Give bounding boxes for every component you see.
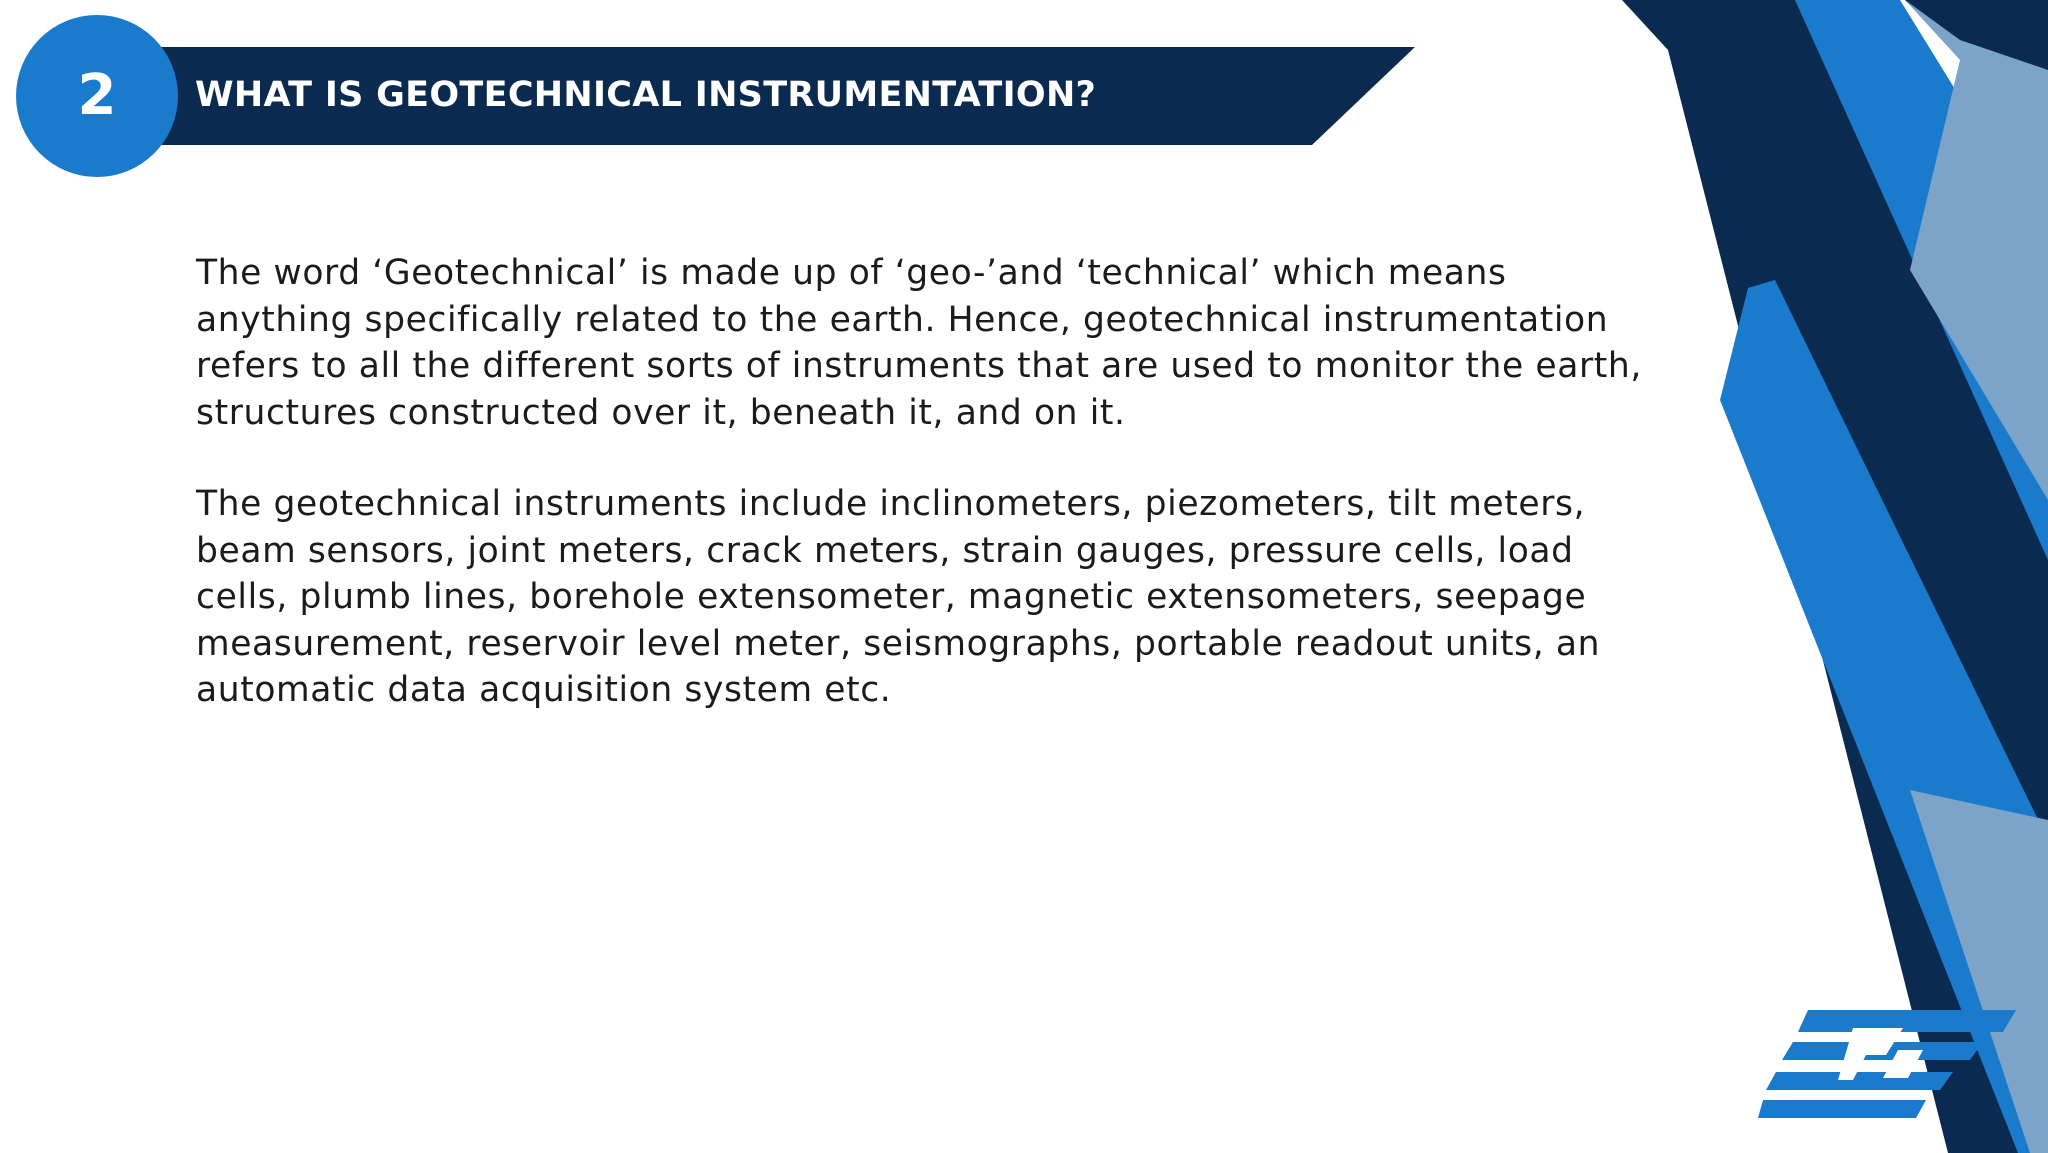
paragraph-instruments: The geotechnical instruments include inclinometers, piezometers, tilt meters, beam sensors, joint meters, crack meters, strain gauges, pressure cells, load cells, plumb lines, borehole extensometer, magnetic extensometers, seepage measurement, reservoir level meter, seismographs, portable readout units, an automatic data acquisition system etc.: [196, 484, 1601, 710]
paragraph-definition: The word ‘Geotechnical’ is made up of ‘geo-’and ‘technical’ which means anything specifically related to the earth. Hence, geotechnical instrumentation refers to all the different sorts of instruments that are used to monitor the earth, structures constructed over it, beneath it, and on it.: [196, 253, 1642, 433]
slide-title: WHAT IS GEOTECHNICAL INSTRUMENTATION?: [195, 75, 1097, 115]
slide-number: 2: [77, 63, 117, 128]
company-logo-icon: [1758, 1010, 2016, 1120]
body-text: [196, 250, 1666, 714]
